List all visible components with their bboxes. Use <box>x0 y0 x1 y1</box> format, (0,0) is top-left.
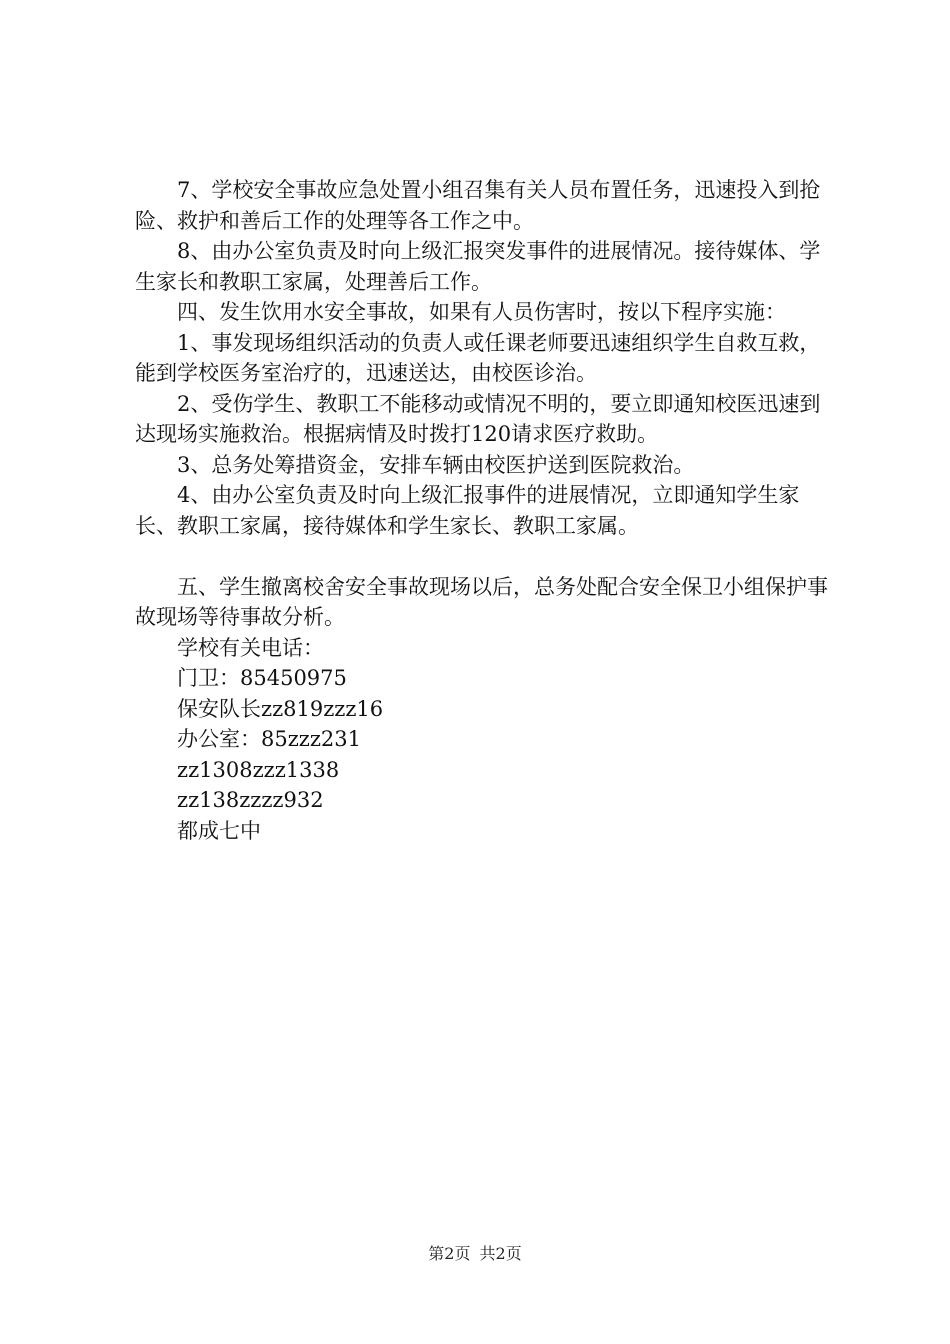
paragraph-step-4: 4、由办公室负责及时向上级汇报事件的进展情况，立即通知学生家长、教职工家属，接待媒体和学生家长、教职工家属。 <box>135 483 800 538</box>
section-heading-5: 五、学生撤离校舍安全事故现场以后，总务处配合安全保卫小组保护事故现场等待事故分析。 <box>135 574 828 629</box>
paragraph-item-8: 8、由办公室负责及时向上级汇报突发事件的进展情况。接待媒体、学生家长和教职工家属，处理善后工作。 <box>135 239 821 294</box>
page-footer <box>0 1244 950 1264</box>
section-heading-4: 四、发生饮用水安全事故，如果有人员伤害时，按以下程序实施： <box>177 300 786 324</box>
contact-number-b: zz138zzzz932 <box>177 788 324 812</box>
contact-gate: 门卫：85450975 <box>177 666 347 690</box>
school-name: 都成七中 <box>177 818 261 843</box>
page-total: 共2页 <box>479 1244 522 1263</box>
contacts-title: 学校有关电话： <box>177 635 324 660</box>
contact-number-a: zz1308zzz1338 <box>177 757 340 782</box>
paragraph-step-2: 2、受伤学生、教职工不能移动或情况不明的，要立即通知校医迅速到达现场实施救治。根据病情及时拨打120请求医疗救助。 <box>135 391 821 446</box>
contact-office: 办公室：85zzz231 <box>177 727 361 751</box>
paragraph-step-1: 1、事发现场组织活动的负责人或任课老师要迅速组织学生自救互救，能到学校医务室治疗的，迅速送达，由校医诊治。 <box>135 330 821 385</box>
paragraph-step-3: 3、总务处筹措资金，安排车辆由校医护送到医院救治。 <box>177 452 695 477</box>
paragraph-item-7: 7、学校安全事故应急处置小组召集有关人员布置任务，迅速投入到抢险、救护和善后工作的处理等各工作之中。 <box>135 178 821 233</box>
page-number: 第2页 <box>428 1244 471 1263</box>
contact-security-captain: 保安队长zz819zzz16 <box>177 696 384 721</box>
document-body <box>135 175 835 846</box>
paragraph-spacer <box>135 541 835 572</box>
